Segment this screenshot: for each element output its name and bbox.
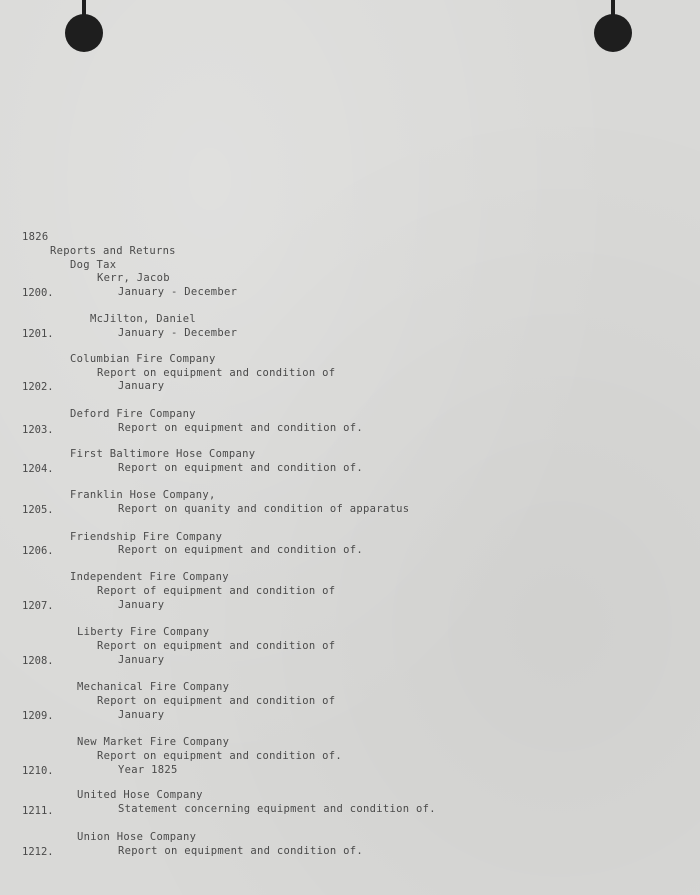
category-heading: Reports and Returns (50, 245, 176, 257)
entry-name: Liberty Fire Company (77, 626, 210, 638)
entry-name: Mechanical Fire Company (77, 681, 230, 693)
entry-detail: January - December (118, 327, 238, 339)
entry-detail: January - December (118, 286, 238, 298)
entry-number: 1209. (22, 710, 54, 722)
entry-name: Columbian Fire Company (70, 353, 216, 365)
entry-number: 1211. (22, 805, 54, 817)
entry-number: 1208. (22, 655, 54, 667)
entry-detail: January (118, 709, 165, 721)
entry-detail: Report on equipment and condition of (97, 640, 336, 652)
entry-name: First Baltimore Hose Company (70, 448, 256, 460)
entry-detail: January (118, 599, 165, 611)
entry-detail: Report of equipment and condition of (97, 585, 336, 597)
entry-detail: Statement concerning equipment and condition of. (118, 803, 436, 815)
entry-detail: Report on equipment and condition of. (118, 845, 363, 857)
dog-tax-heading: Dog Tax (70, 259, 117, 271)
entry-number: 1210. (22, 765, 54, 777)
entry-detail: Report on quanity and condition of apparatus (118, 503, 410, 515)
entry-number: 1207. (22, 600, 54, 612)
entry-detail: Report on equipment and condition of (97, 367, 336, 379)
entry-number: 1202. (22, 381, 54, 393)
entry-number: 1204. (22, 463, 54, 475)
entry-detail: Report on equipment and condition of. (118, 462, 363, 474)
entry-name: McJilton, Daniel (90, 313, 196, 325)
entry-detail: Report on equipment and condition of. (118, 422, 363, 434)
entry-number: 1206. (22, 545, 54, 557)
entry-number: 1201. (22, 328, 54, 340)
entry-name: Union Hose Company (77, 831, 197, 843)
entry-name: New Market Fire Company (77, 736, 230, 748)
entry-name: Deford Fire Company (70, 408, 196, 420)
entry-name: Friendship Fire Company (70, 531, 223, 543)
entry-name: United Hose Company (77, 789, 203, 801)
entry-detail: Year 1825 (118, 764, 178, 776)
entry-name: Kerr, Jacob (97, 272, 170, 284)
entry-detail: Report on equipment and condition of (97, 695, 336, 707)
entry-name: Franklin Hose Company, (70, 489, 216, 501)
year-heading: 1826 (22, 231, 49, 243)
entry-detail: January (118, 654, 165, 666)
entry-number: 1203. (22, 424, 54, 436)
entry-number: 1212. (22, 846, 54, 858)
binder-hole-left (65, 14, 103, 52)
entry-detail: Report on equipment and condition of. (97, 750, 342, 762)
binder-hole-right (594, 14, 632, 52)
entry-detail: January (118, 380, 165, 392)
entry-number: 1200. (22, 287, 54, 299)
entry-number: 1205. (22, 504, 54, 516)
entry-detail: Report on equipment and condition of. (118, 544, 363, 556)
entry-name: Independent Fire Company (70, 571, 229, 583)
